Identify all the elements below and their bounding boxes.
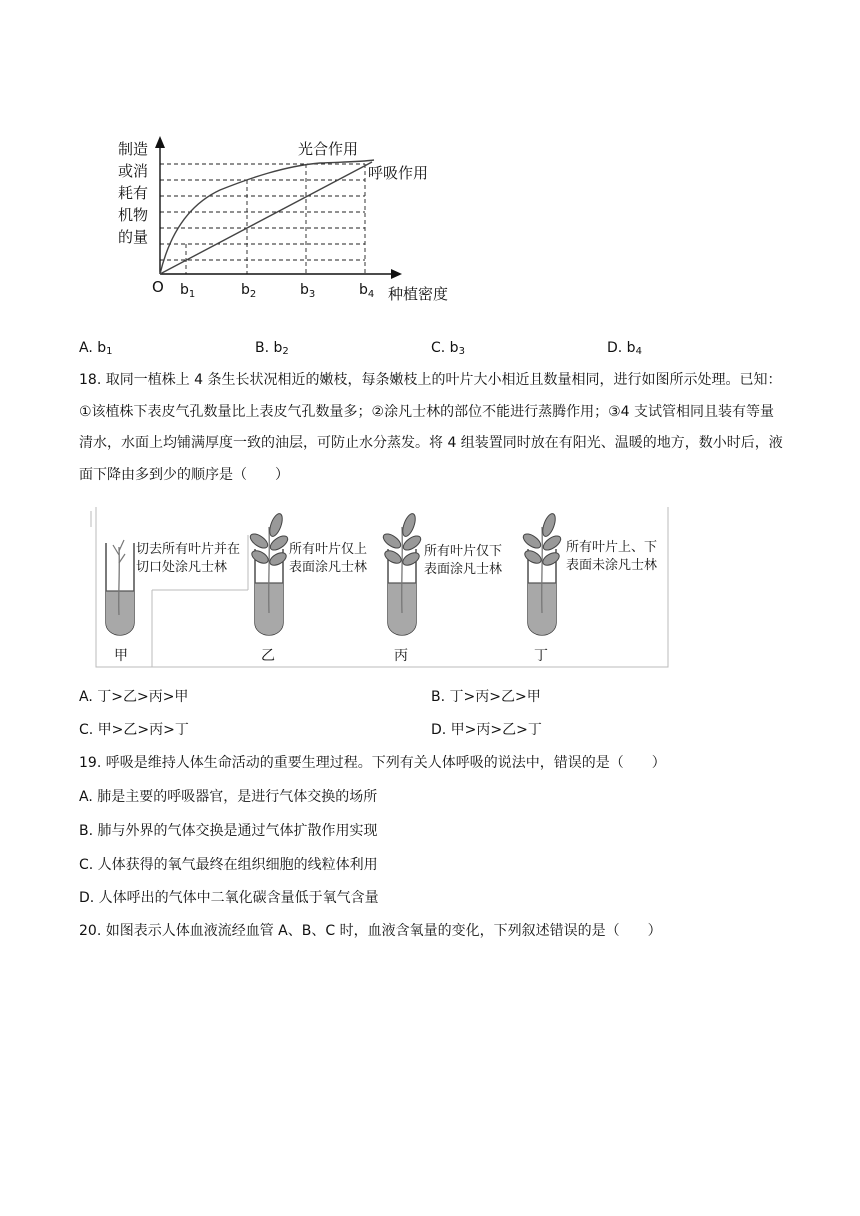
photosynthesis-label: 光合作用 bbox=[298, 140, 359, 158]
q17-option-b[interactable]: B. $b_2$ bbox=[255, 340, 289, 357]
yi-label-line1: 所有叶片仅上 bbox=[289, 542, 368, 557]
q18-stem: 18. 取同一植株上 4 条生长状况相近的嫩枝，每条嫩枝上的叶片大小相近且数量相同，进行如图所示处理。已知：①该植株下表皮气孔数量比上表皮气孔数量多；②涂凡士林的部位不能进行蒸腾作用；③4 支试管相同且装有等量清水，水面上均铺满厚度一致的油层，可防止水分蒸发。将 4 组装置同时放在有阳光、温暖的地方，数小时后，液面下降由多到少的顺序是（ ） bbox=[79, 372, 783, 483]
q18-option-c[interactable]: C. 甲>乙>丙>丁 bbox=[79, 722, 189, 738]
respiration-line bbox=[160, 162, 372, 274]
tube-jia bbox=[106, 540, 134, 635]
q19-option-d[interactable]: D. 人体呼出的气体中二氧化碳含量低于氧气含量 bbox=[79, 890, 379, 906]
q18-option-b[interactable]: B. 丁>丙>乙>甲 bbox=[431, 689, 541, 705]
q19-stem: 19. 呼吸是维持人体生命活动的重要生理过程。下列有关人体呼吸的说法中，错误的是（ ） bbox=[79, 755, 666, 771]
graph-ylabel-line: 机物 bbox=[118, 206, 149, 224]
bing-label-line1: 所有叶片仅下 bbox=[424, 544, 503, 559]
respiration-label: 呼吸作用 bbox=[368, 164, 429, 182]
q17-option-d[interactable]: D. $b_4$ bbox=[607, 340, 642, 357]
q19-option-c[interactable]: C. 人体获得的氧气最终在组织细胞的线粒体利用 bbox=[79, 857, 378, 873]
q17-option-a[interactable]: A. $b_1$ bbox=[79, 340, 113, 357]
graph-xlabel: 种植密度 bbox=[388, 285, 449, 303]
ding-label-line1: 所有叶片上、下 bbox=[566, 540, 658, 555]
photosynthesis-respiration-graph bbox=[110, 132, 460, 307]
tick-b4: $b_4$ bbox=[359, 282, 375, 300]
tick-b3: $b_3$ bbox=[300, 282, 316, 300]
graph-ylabel-line: 制造 bbox=[118, 140, 149, 158]
graph-ylabel-line: 耗有 bbox=[118, 184, 149, 202]
jia-label-line1: 切去所有叶片并在 bbox=[136, 542, 241, 557]
tube-ding bbox=[521, 512, 563, 635]
tick-b1: $b_1$ bbox=[180, 282, 196, 300]
transpiration-experiment-figure bbox=[88, 505, 672, 670]
tube-yi bbox=[248, 512, 290, 635]
graph-ylabel-line: 或消 bbox=[118, 162, 149, 180]
graph-origin-label: O bbox=[152, 278, 164, 296]
tube-name-jia: 甲 bbox=[114, 648, 128, 664]
graph-ylabel-line: 的量 bbox=[118, 228, 149, 246]
tube-name-bing: 丙 bbox=[394, 648, 408, 664]
q19-option-b[interactable]: B. 肺与外界的气体交换是通过气体扩散作用实现 bbox=[79, 823, 378, 839]
bing-label-line2: 表面涂凡士林 bbox=[424, 562, 503, 577]
q19-option-a[interactable]: A. 肺是主要的呼吸器官，是进行气体交换的场所 bbox=[79, 789, 378, 805]
tick-b2: $b_2$ bbox=[241, 282, 257, 300]
ding-label-line2: 表面未涂凡士林 bbox=[566, 558, 658, 573]
tube-name-yi: 乙 bbox=[261, 648, 275, 664]
tube-name-ding: 丁 bbox=[534, 648, 548, 664]
tube-bing bbox=[381, 512, 423, 635]
q18-option-a[interactable]: A. 丁>乙>丙>甲 bbox=[79, 689, 189, 705]
q17-option-c[interactable]: C. $b_3$ bbox=[431, 340, 465, 357]
jia-label-line2: 切口处涂凡士林 bbox=[136, 560, 228, 575]
q18-option-d[interactable]: D. 甲>丙>乙>丁 bbox=[431, 722, 542, 738]
yi-label-line2: 表面涂凡士林 bbox=[289, 560, 368, 575]
q20-stem: 20. 如图表示人体血液流经血管 A、B、C 时，血液含氧量的变化，下列叙述错误的是（ ） bbox=[79, 923, 662, 939]
